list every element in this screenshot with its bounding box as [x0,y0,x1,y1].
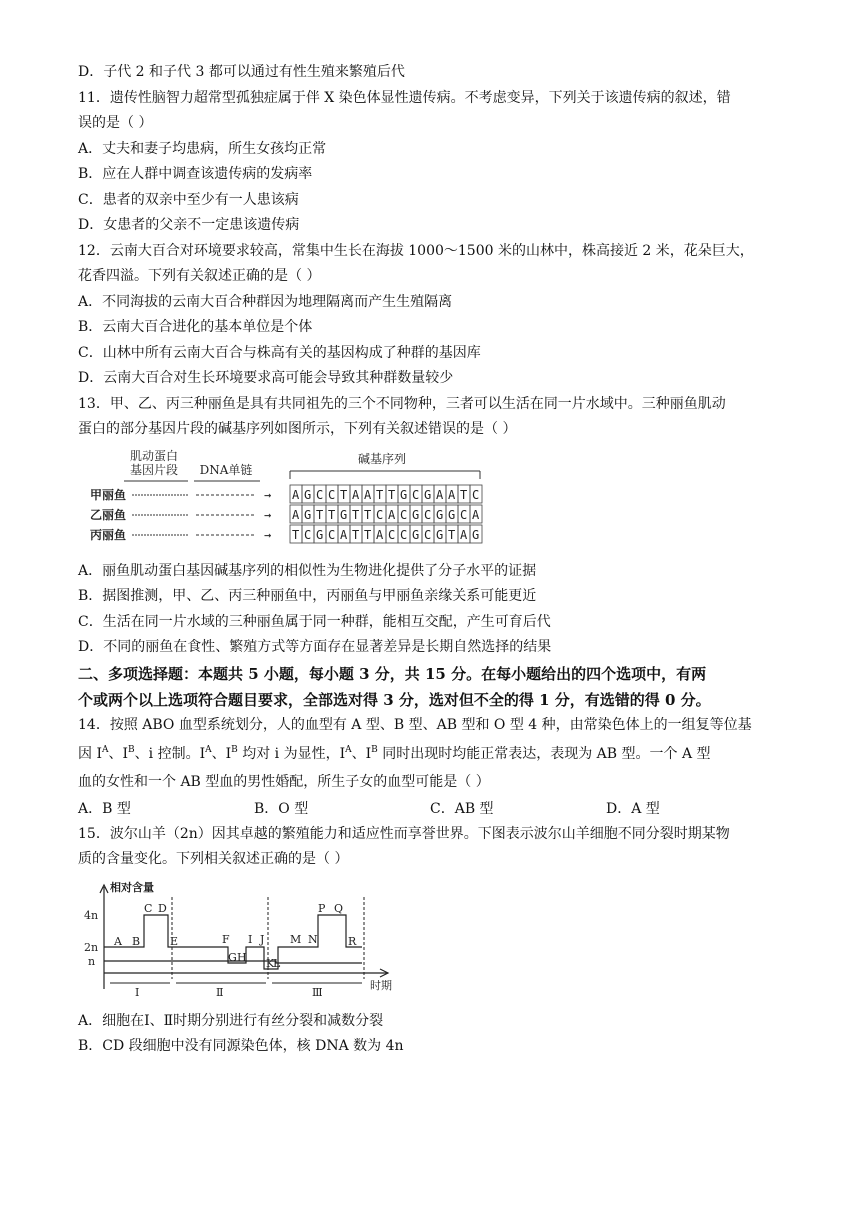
base-letter: A [292,487,300,502]
q11-stem: 11．遗传性脑智力超常型孤独症属于伴 X 染色体显性遗传病。不考虑变异，下列关于该遗传病的叙述，错 [78,89,731,106]
q12-option-c: C．山林中所有云南大百合与株高有关的基因构成了种群的基因库 [78,344,481,361]
curve-point-label: M [290,932,302,946]
allele-sup-a: A [101,745,109,755]
curve-point-label: D [158,901,167,915]
base-letter: C [400,527,408,542]
base-letter: A [364,487,372,502]
base-letter: A [388,507,396,522]
period-2: Ⅱ [216,985,224,999]
curve-point-label: J [260,932,265,946]
question-15 [78,822,782,1060]
q11-option-a: A．丈夫和妻子均患病，所生女孩均正常 [78,140,327,157]
base-letter: T [352,527,360,542]
q14-option-d: D．A 型 [606,800,660,817]
cell-division-graph [80,879,410,1001]
base-letter: G [412,507,420,522]
q14-text: 、I [108,746,129,762]
base-letter: C [328,487,336,502]
curve-point-label: A [114,934,122,948]
base-letter: A [352,487,360,502]
q12-stem: 12．云南大百合对环境要求较高，常集中生长在海拔 1000～1500 米的山林中，株高接近 2 米，花朵巨大， [78,242,754,259]
base-letter: T [316,507,324,522]
base-letter: T [376,487,384,502]
q14-text: 因 I [78,746,102,762]
base-letter: G [340,507,348,522]
section-2-line1: 二、多项选择题：本题共 5 小题，每小题 3 分，共 15 分。在每小题给出的四个选项中，有两 [78,664,707,683]
q15-stem-cont: 质的含量变化。下列相关叙述正确的是（ ） [78,851,349,867]
q13-option-a: A．丽鱼肌动蛋白基因碱基序列的相似性为生物进化提供了分子水平的证据 [78,562,537,579]
base-letter: A [340,527,348,542]
q14-option-b: B．O 型 [254,800,309,817]
base-letter: C [328,527,336,542]
ytick-n: n [88,954,96,968]
period-1: Ⅰ [135,985,140,999]
base-letter: T [340,487,348,502]
q10-option-d: D．子代 2 和子代 3 都可以通过有性生殖来繁殖后代 [78,64,405,80]
curve-point-label: B [132,934,141,948]
base-letter: T [328,507,336,522]
q14-text: 同时出现时均能正常表达，表现为 AB 型。一个 A 型 [377,746,711,762]
allele-sup-b: B [128,745,135,755]
header-dna: DNA单链 [199,462,253,477]
q11-stem-cont: 误的是（ ） [78,115,153,131]
arrow-icon: → [264,527,272,542]
base-letter: C [460,507,468,522]
base-letter: A [436,487,444,502]
fish-name-label: 丙丽鱼 [90,527,127,542]
curve-point-label: I [248,932,253,946]
base-letter: C [424,507,432,522]
base-letter: G [412,527,420,542]
q14-option-c: C．AB 型 [430,800,494,817]
base-letter: G [304,487,312,502]
q13-stem-cont: 蛋白的部分基因片段的碱基序列如图所示，下列有关叙述错误的是（ ） [78,421,517,437]
base-letter: T [292,527,300,542]
q14-options [78,796,782,822]
question-12 [78,239,782,392]
question-11 [78,86,782,239]
q15-stem: 15．波尔山羊（2n）因其卓越的繁殖能力和适应性而享誉世界。下图表示波尔山羊细胞不同分裂时期某物 [78,825,730,842]
q14-text: 、i 控制。I [134,746,206,762]
ytick-4n: 4n [84,908,99,922]
header-gene-line1: 肌动蛋白 [129,448,179,463]
xlabel: 时期 [370,978,392,992]
base-letter: C [388,527,396,542]
q14-stem-cont [78,738,782,770]
fish-name-label: 甲丽鱼 [90,487,127,502]
base-letter: C [304,527,312,542]
arrow-icon: → [264,507,272,522]
allele-sup-b: B [231,745,238,755]
q11-option-b: B．应在人群中调查该遗传病的发病率 [78,166,313,182]
base-letter: T [448,527,456,542]
header-seq: 碱基序列 [357,451,407,466]
q13-option-c: C．生活在同一片水域的三种丽鱼属于同一种群，能相互交配，产生可育后代 [78,613,551,630]
q14-text: 、I [211,746,232,762]
ylabel: 相对含量 [110,880,154,894]
question-13 [78,392,782,661]
curve-point-label: P [318,901,326,915]
base-letter: A [292,507,300,522]
base-letter: C [412,487,420,502]
base-letter: G [316,527,324,542]
base-letter: T [352,507,360,522]
base-letter: C [376,507,384,522]
curve-point-label: N [308,932,318,946]
q13-option-b: B．据图推测，甲、乙、丙三种丽鱼中，丙丽鱼与甲丽鱼亲缘关系可能更近 [78,588,537,604]
q14-option-a: A．B 型 [78,800,131,817]
period-3: Ⅲ [312,985,323,999]
base-letter: A [460,527,468,542]
base-letter: A [376,527,384,542]
curve-point-label: C [144,901,153,915]
section-2-header [78,661,782,713]
dna-sequence-figure [84,449,504,549]
curve-point-label: H [237,950,247,964]
q11-option-c: C．患者的双亲中至少有一人患该病 [78,191,299,208]
base-letter: T [460,487,468,502]
q13-stem: 13．甲、乙、丙三种丽鱼是具有共同祖先的三个不同物种，三者可以生活在同一片水域中。三种丽鱼肌动 [78,395,726,412]
allele-sup-b: B [371,745,378,755]
q12-option-a: A．不同海拔的云南大百合种群因为地理隔离而产生生殖隔离 [78,293,453,310]
ytick-2n: 2n [84,940,99,954]
exam-page [78,60,782,1060]
allele-sup-a: A [345,745,352,755]
q15-option-a: A．细胞在Ⅰ、Ⅱ时期分别进行有丝分裂和减数分裂 [78,1012,384,1029]
q14-stem: 14．按照 ABO 血型系统划分，人的血型有 A 型、B 型、AB 型和 O 型 4 种，由常染色体上的一组复等位基 [78,716,752,733]
q12-option-b: B．云南大百合进化的基本单位是个体 [78,319,313,335]
curve-point-label: L [273,956,281,970]
q14-text: 均对 i 为显性，I [237,746,346,762]
curve-point-label: F [222,932,230,946]
base-letter: G [472,527,480,542]
base-letter: T [388,487,396,502]
base-letter: G [436,527,444,542]
base-letter: G [400,487,408,502]
base-letter: T [364,527,372,542]
base-letter: C [316,487,324,502]
curve-point-label: E [170,934,179,948]
q15-option-b: B．CD 段细胞中没有同源染色体，核 DNA 数为 4n [78,1038,404,1054]
curve-point-label: G [228,950,237,964]
base-letter: C [400,507,408,522]
base-letter: A [448,487,456,502]
header-gene-line2: 基因片段 [129,462,179,477]
base-letter: T [364,507,372,522]
curve-point-label: K [266,956,275,970]
base-letter: G [436,507,444,522]
base-letter: G [424,487,432,502]
q11-option-d: D．女患者的父亲不一定患该遗传病 [78,217,300,233]
base-letter: G [448,507,456,522]
base-letter: C [472,487,480,502]
q13-option-d: D．不同的丽鱼在食性、繁殖方式等方面存在显著差异是长期自然选择的结果 [78,639,552,655]
q12-option-d: D．云南大百合对生长环境要求高可能会导致其种群数量较少 [78,370,454,386]
base-letter: A [472,507,480,522]
curve-point-label: Q [334,901,344,915]
curve-point-label: R [348,934,357,948]
fish-name-label: 乙丽鱼 [90,507,127,522]
question-14 [78,713,782,822]
base-letter: G [304,507,312,522]
base-letter: C [424,527,432,542]
arrow-icon: → [264,487,272,502]
allele-sup-a: A [205,745,212,755]
q14-text: 、I [351,746,372,762]
q12-stem-cont: 花香四溢。下列有关叙述正确的是（ ） [78,268,321,284]
section-2-line2: 个或两个以上选项符合题目要求，全部选对得 3 分，选对但不全的得 1 分，有选错的得 0 分。 [78,690,711,709]
q14-stem-end: 血的女性和一个 AB 型血的男性婚配，所生子女的血型可能是（ ） [78,774,490,790]
